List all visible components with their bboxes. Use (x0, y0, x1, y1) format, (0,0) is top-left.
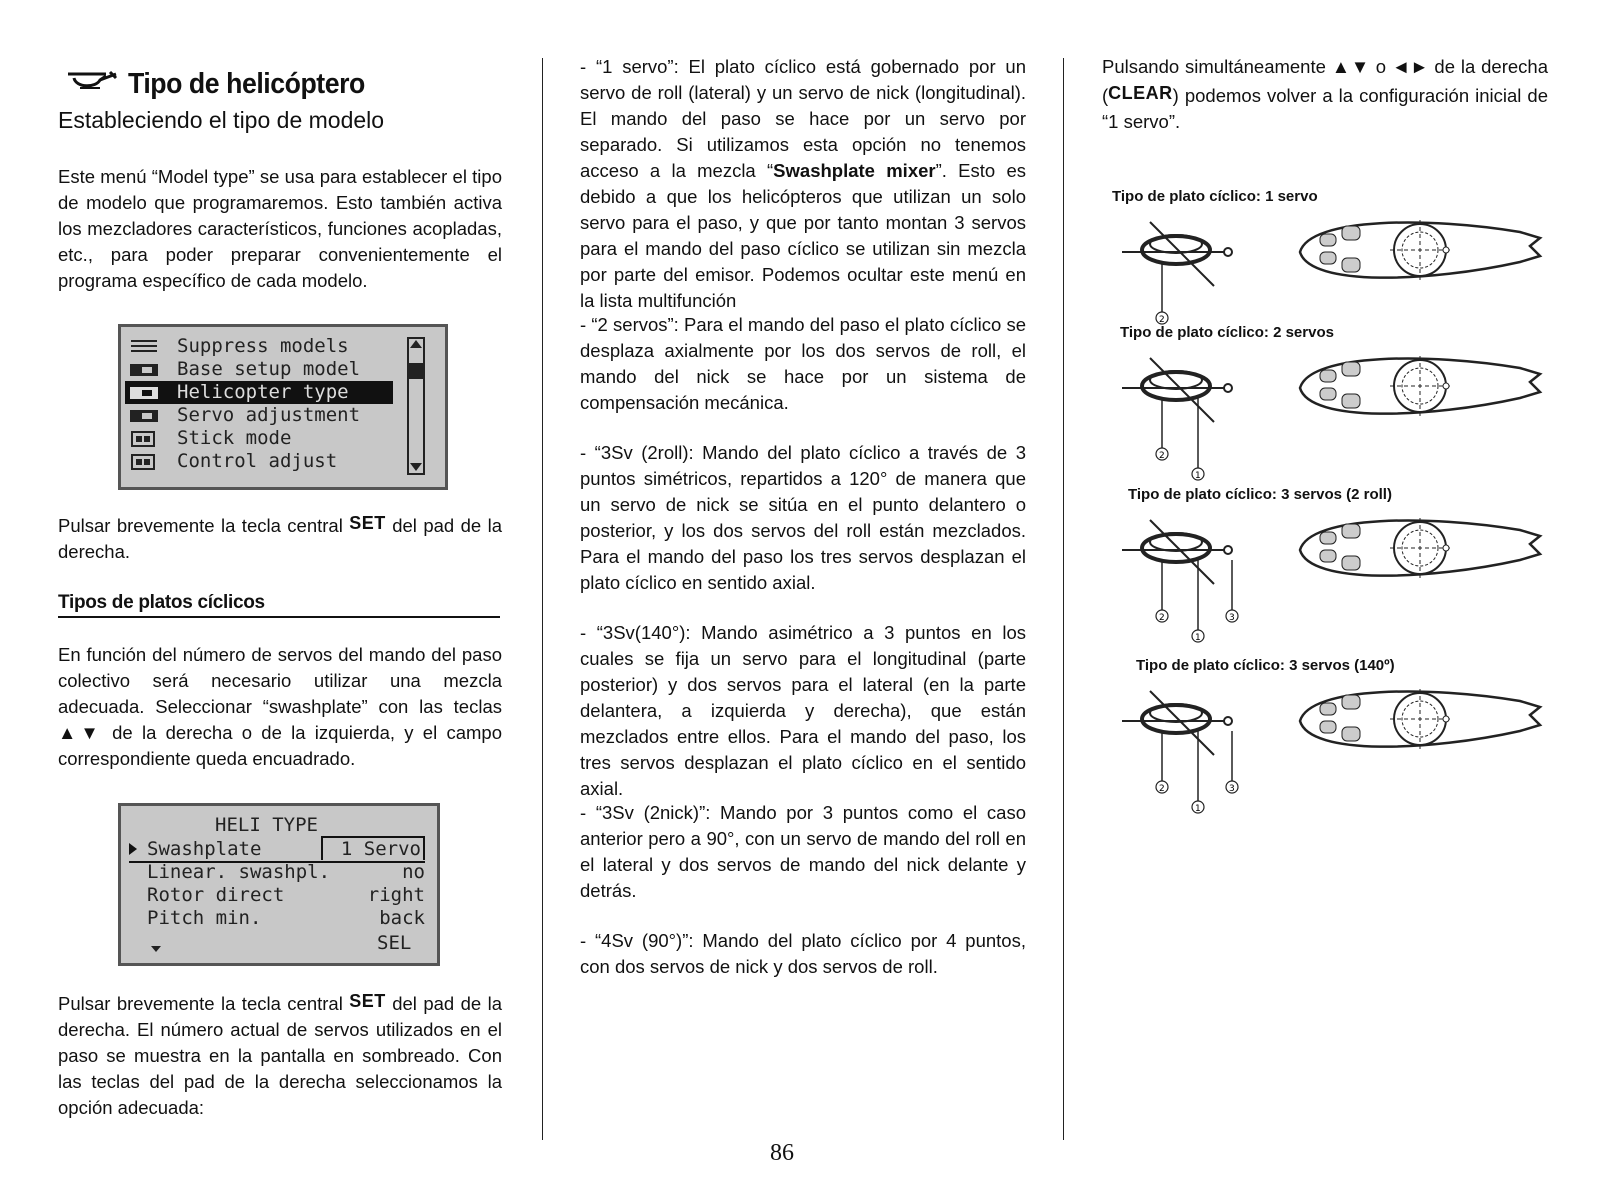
model-icon (129, 407, 159, 429)
menu-item-stick-mode[interactable] (125, 427, 393, 450)
lcd-heli-type (118, 803, 440, 966)
section-paragraph: En función del número de servos del mando del paso colectivo será necesario utilizar una mezcla adecuada. Seleccionar “swashplate” con las teclas ▲▼ de la derecha o de la izquierda, y el campo correspondiente queda encuadrado. (58, 644, 502, 769)
diagram-caption: Tipo de plato cíclico: 2 servos (1120, 324, 1334, 341)
heli-row-linear-swashpl-[interactable] (129, 861, 425, 884)
heli-type-header: HELI TYPE (215, 814, 318, 836)
svg-text:3: 3 (1229, 784, 1235, 794)
clear-paragraph (1102, 54, 1548, 135)
heli-row-value: 1 Servo (321, 836, 425, 860)
option-1-text-b: ”. Esto es debido a que los helicópteros que utilizan un solo servo para el paso, y que por tanto montan 3 servos para el mando del paso cíclico se utilizan sin mezcla por parte del emisor. Podemos ocultar este menú en la lista multifunción (580, 160, 1027, 311)
clear-text-a: Pulsando simultáneamente ▲▼ o ◄► de la derecha ( (1102, 56, 1548, 106)
section-heading: Tipos de platos cíclicos (58, 592, 500, 618)
press-set-paragraph-1 (58, 510, 502, 565)
menu-item-label: Servo adjustment (177, 404, 361, 426)
svg-text:2: 2 (1159, 784, 1165, 794)
press-text-b: del pad de la derecha. El número actual de servos utilizados en el paso se muestra en la pantalla en sombreado. Con las teclas del pad de la derecha seleccionamos la opción adecuada: (58, 993, 503, 1118)
press-text-b: del pad de la derecha. (58, 515, 503, 562)
diagram-caption: Tipo de plato cíclico: 3 servos (140º) (1136, 657, 1395, 674)
heli-row-label: Rotor direct (147, 884, 285, 906)
option-3sv-140: - “3Sv(140°): Mando asimétrico a 3 puntos en los cuales se fija un servo para el longitudinal (parte posterior) y dos servos para el lateral (en la parte delantera, a izquierda y derecha), que están mezclados entre ellos. Para el mando del paso, los tres servos desplazan el plato cíclico en el sentido axial. (580, 622, 1026, 799)
menu-item-suppress-models[interactable] (125, 335, 393, 358)
swashplate-diagram (1110, 510, 1550, 643)
menu-item-base-setup-model[interactable] (125, 358, 393, 381)
svg-text:1: 1 (1195, 804, 1201, 814)
menu-scrollbar[interactable] (407, 337, 425, 475)
heli-row-swashplate[interactable] (129, 838, 425, 863)
menu-item-label: Control adjust (177, 450, 338, 472)
heli-row-label: Linear. swashpl. (147, 861, 331, 883)
option-1-servo (580, 54, 1026, 314)
svg-text:1: 1 (1195, 633, 1201, 643)
page-title: Tipo de helicóptero (128, 68, 365, 100)
option-1-text-a: - “1 servo”: El plato cíclico está gobernado por un servo de roll (lateral) y un servo de nick (longitudinal). El mando del paso se hace por un servo por separado. Si utilizamos esta opción no tenemos acceso a la mezcla “ (580, 56, 1026, 181)
grid-icon (129, 453, 159, 475)
heli-row-value: back (379, 907, 425, 929)
heli-row-value: right (367, 884, 425, 906)
menu-item-label: Stick mode (177, 427, 292, 449)
clear-key-icon: CLEAR (1108, 83, 1173, 103)
helicopter-icon (66, 68, 124, 94)
column-divider-right (1063, 58, 1064, 1140)
menu-item-helicopter-type[interactable] (125, 381, 393, 404)
option-3sv-2nick: - “3Sv (2nick)”: Mando por 3 puntos como el caso anterior pero a 90°, con un servo de mando del roll en el lateral y dos servos de mando del nick delante y detrás. (580, 802, 1026, 901)
menu-item-label: Suppress models (177, 335, 349, 357)
heli-row-label: Swashplate (147, 838, 262, 860)
press-text-a: Pulsar brevemente la tecla central (58, 515, 343, 536)
swashplate-diagram (1110, 681, 1550, 814)
menu-item-control-adjust[interactable] (125, 450, 393, 473)
set-key-icon: SET (349, 991, 386, 1011)
svg-text:2: 2 (1159, 451, 1165, 461)
model-icon (129, 361, 159, 383)
heli-row-rotor-direct[interactable] (129, 884, 425, 907)
intro-paragraph: Este menú “Model type” se usa para establecer el tipo de modelo que programaremos. Esto también activa los mezcladores característicos, funciones acopladas, etc., para poder preparar convenientemente el programa específico de cada modelo. (58, 166, 502, 291)
menu-item-servo-adjustment[interactable] (125, 404, 393, 427)
list-icon (129, 338, 159, 360)
grid-icon (129, 430, 159, 452)
heli-row-label: Pitch min. (147, 907, 262, 929)
press-text-a: Pulsar brevemente la tecla central (58, 993, 343, 1014)
diagram-caption: Tipo de plato cíclico: 3 servos (2 roll) (1128, 486, 1392, 503)
page-subtitle: Estableciendo el tipo de modelo (58, 107, 385, 133)
svg-text:1: 1 (1195, 471, 1201, 481)
swashplate-diagram (1110, 348, 1550, 481)
option-4sv-90: - “4Sv (90°)”: Mando del plato cíclico por 4 puntos, con dos servos de nick y dos servos de roll. (580, 930, 1026, 977)
swashplate-mixer-label: Swashplate mixer (773, 160, 936, 181)
arrow-down-icon (151, 946, 161, 952)
page-number: 86 (770, 1140, 794, 1166)
svg-text:2: 2 (1159, 613, 1165, 623)
column-divider-left (542, 58, 543, 1140)
option-2-servos: - “2 servos”: Para el mando del paso el plato cíclico se desplaza axialmente por los dos servos de roll, el mando del nick se hace por un sistema de compensación mecánica. (580, 314, 1026, 413)
heli-row-value: no (402, 861, 425, 883)
scroll-up-icon[interactable] (410, 340, 422, 348)
pointer-icon (129, 843, 137, 855)
model-icon (129, 384, 159, 406)
lcd-model-menu (118, 324, 448, 490)
option-3sv-2roll: - “3Sv (2roll): Mando del plato cíclico a través de 3 puntos simétricos, repartidos a 120° de manera que un servo de nick se sitúa en el punto delantero o posterior, y los dos servos del roll están mezclados. Para el mando del paso los tres servos desplazan el plato cíclico en sentido axial. (580, 442, 1026, 593)
svg-text:3: 3 (1229, 613, 1235, 623)
menu-item-label: Helicopter type (177, 381, 349, 403)
clear-text-b: ) podemos volver a la configuración inicial de “1 servo”. (1102, 85, 1548, 132)
menu-item-label: Base setup model (177, 358, 361, 380)
scroll-down-icon[interactable] (410, 463, 422, 471)
scroll-thumb[interactable] (409, 363, 423, 379)
diagram-caption: Tipo de plato cíclico: 1 servo (1112, 188, 1318, 205)
heli-row-pitch-min-[interactable] (129, 907, 425, 930)
set-key-icon: SET (349, 513, 386, 533)
swashplate-diagram (1110, 212, 1550, 332)
press-set-paragraph-2 (58, 988, 502, 1121)
sel-label[interactable]: SEL (377, 932, 412, 954)
svg-text:2: 2 (1159, 315, 1165, 325)
